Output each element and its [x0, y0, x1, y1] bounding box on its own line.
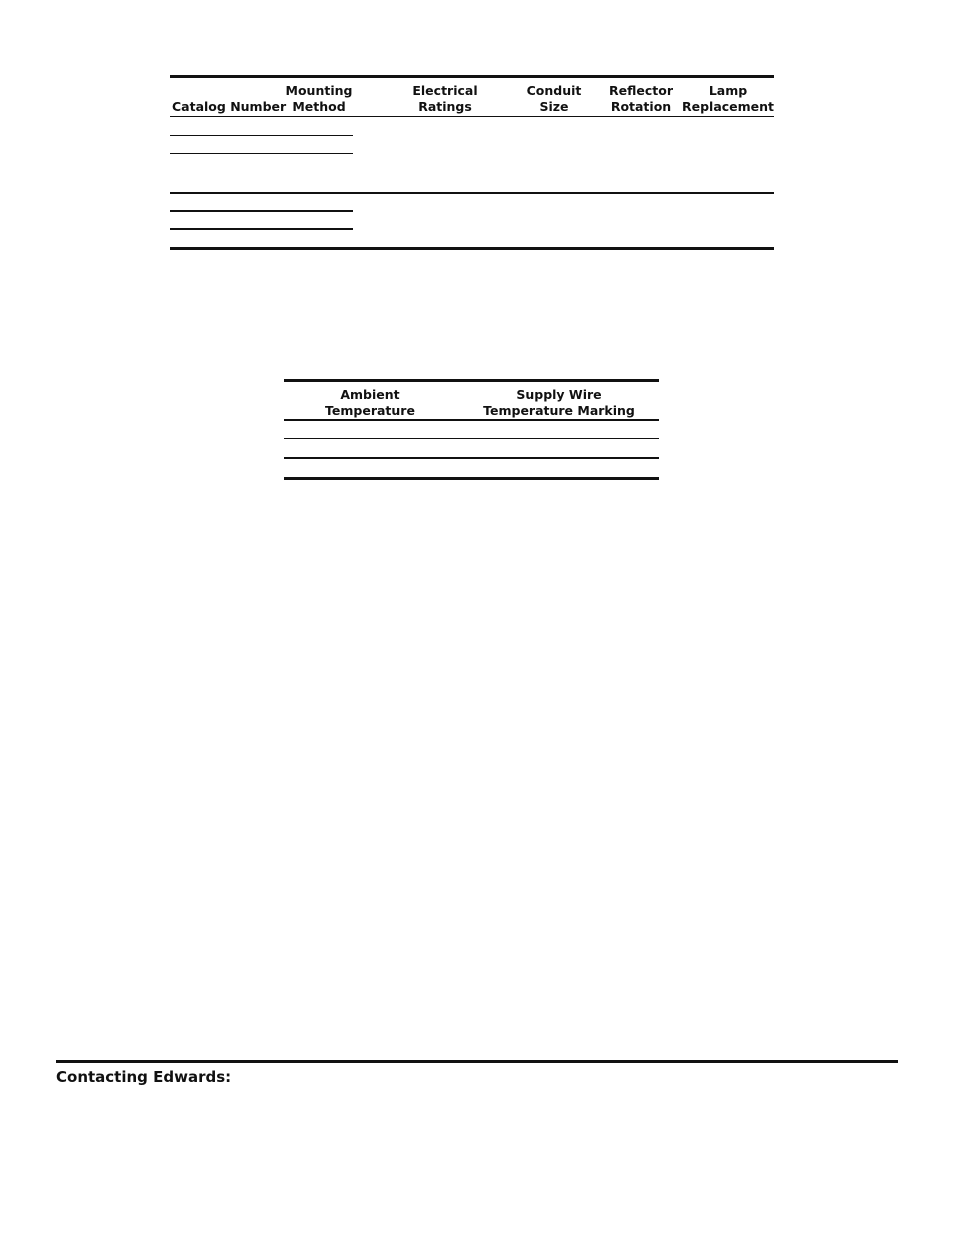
header-reflector-rotation: Reflector Rotation	[609, 83, 673, 114]
header-conduit-size: Conduit Size	[526, 83, 582, 114]
header-bottom-rule	[170, 116, 774, 117]
specifications-table	[170, 75, 774, 251]
header-catalog-number: Catalog Number	[172, 99, 287, 114]
row-rule	[284, 438, 659, 439]
row-rule	[170, 210, 353, 212]
header-lamp-replacement: Lamp Replacement	[682, 83, 775, 114]
row-rule	[284, 457, 659, 459]
table-bottom-rule	[170, 247, 774, 250]
row-rule	[170, 135, 353, 136]
table-top-rule	[170, 75, 774, 78]
wire-temperature-table	[284, 379, 659, 482]
footer-rule	[56, 1060, 898, 1063]
header-supply-wire-temperature-marking: Supply Wire Temperature Marking	[483, 387, 635, 418]
header-ambient-temperature: Ambient Temperature	[325, 387, 415, 418]
header-bottom-rule	[284, 419, 659, 421]
header-mounting-method: Mounting Method	[285, 83, 353, 114]
table-bottom-rule	[284, 477, 659, 480]
row-rule	[170, 228, 353, 230]
row-rule	[170, 153, 353, 154]
table-top-rule	[284, 379, 659, 382]
header-electrical-ratings: Electrical Ratings	[412, 83, 478, 114]
contacting-edwards-heading: Contacting Edwards:	[56, 1068, 232, 1086]
group-divider-rule	[170, 192, 774, 194]
